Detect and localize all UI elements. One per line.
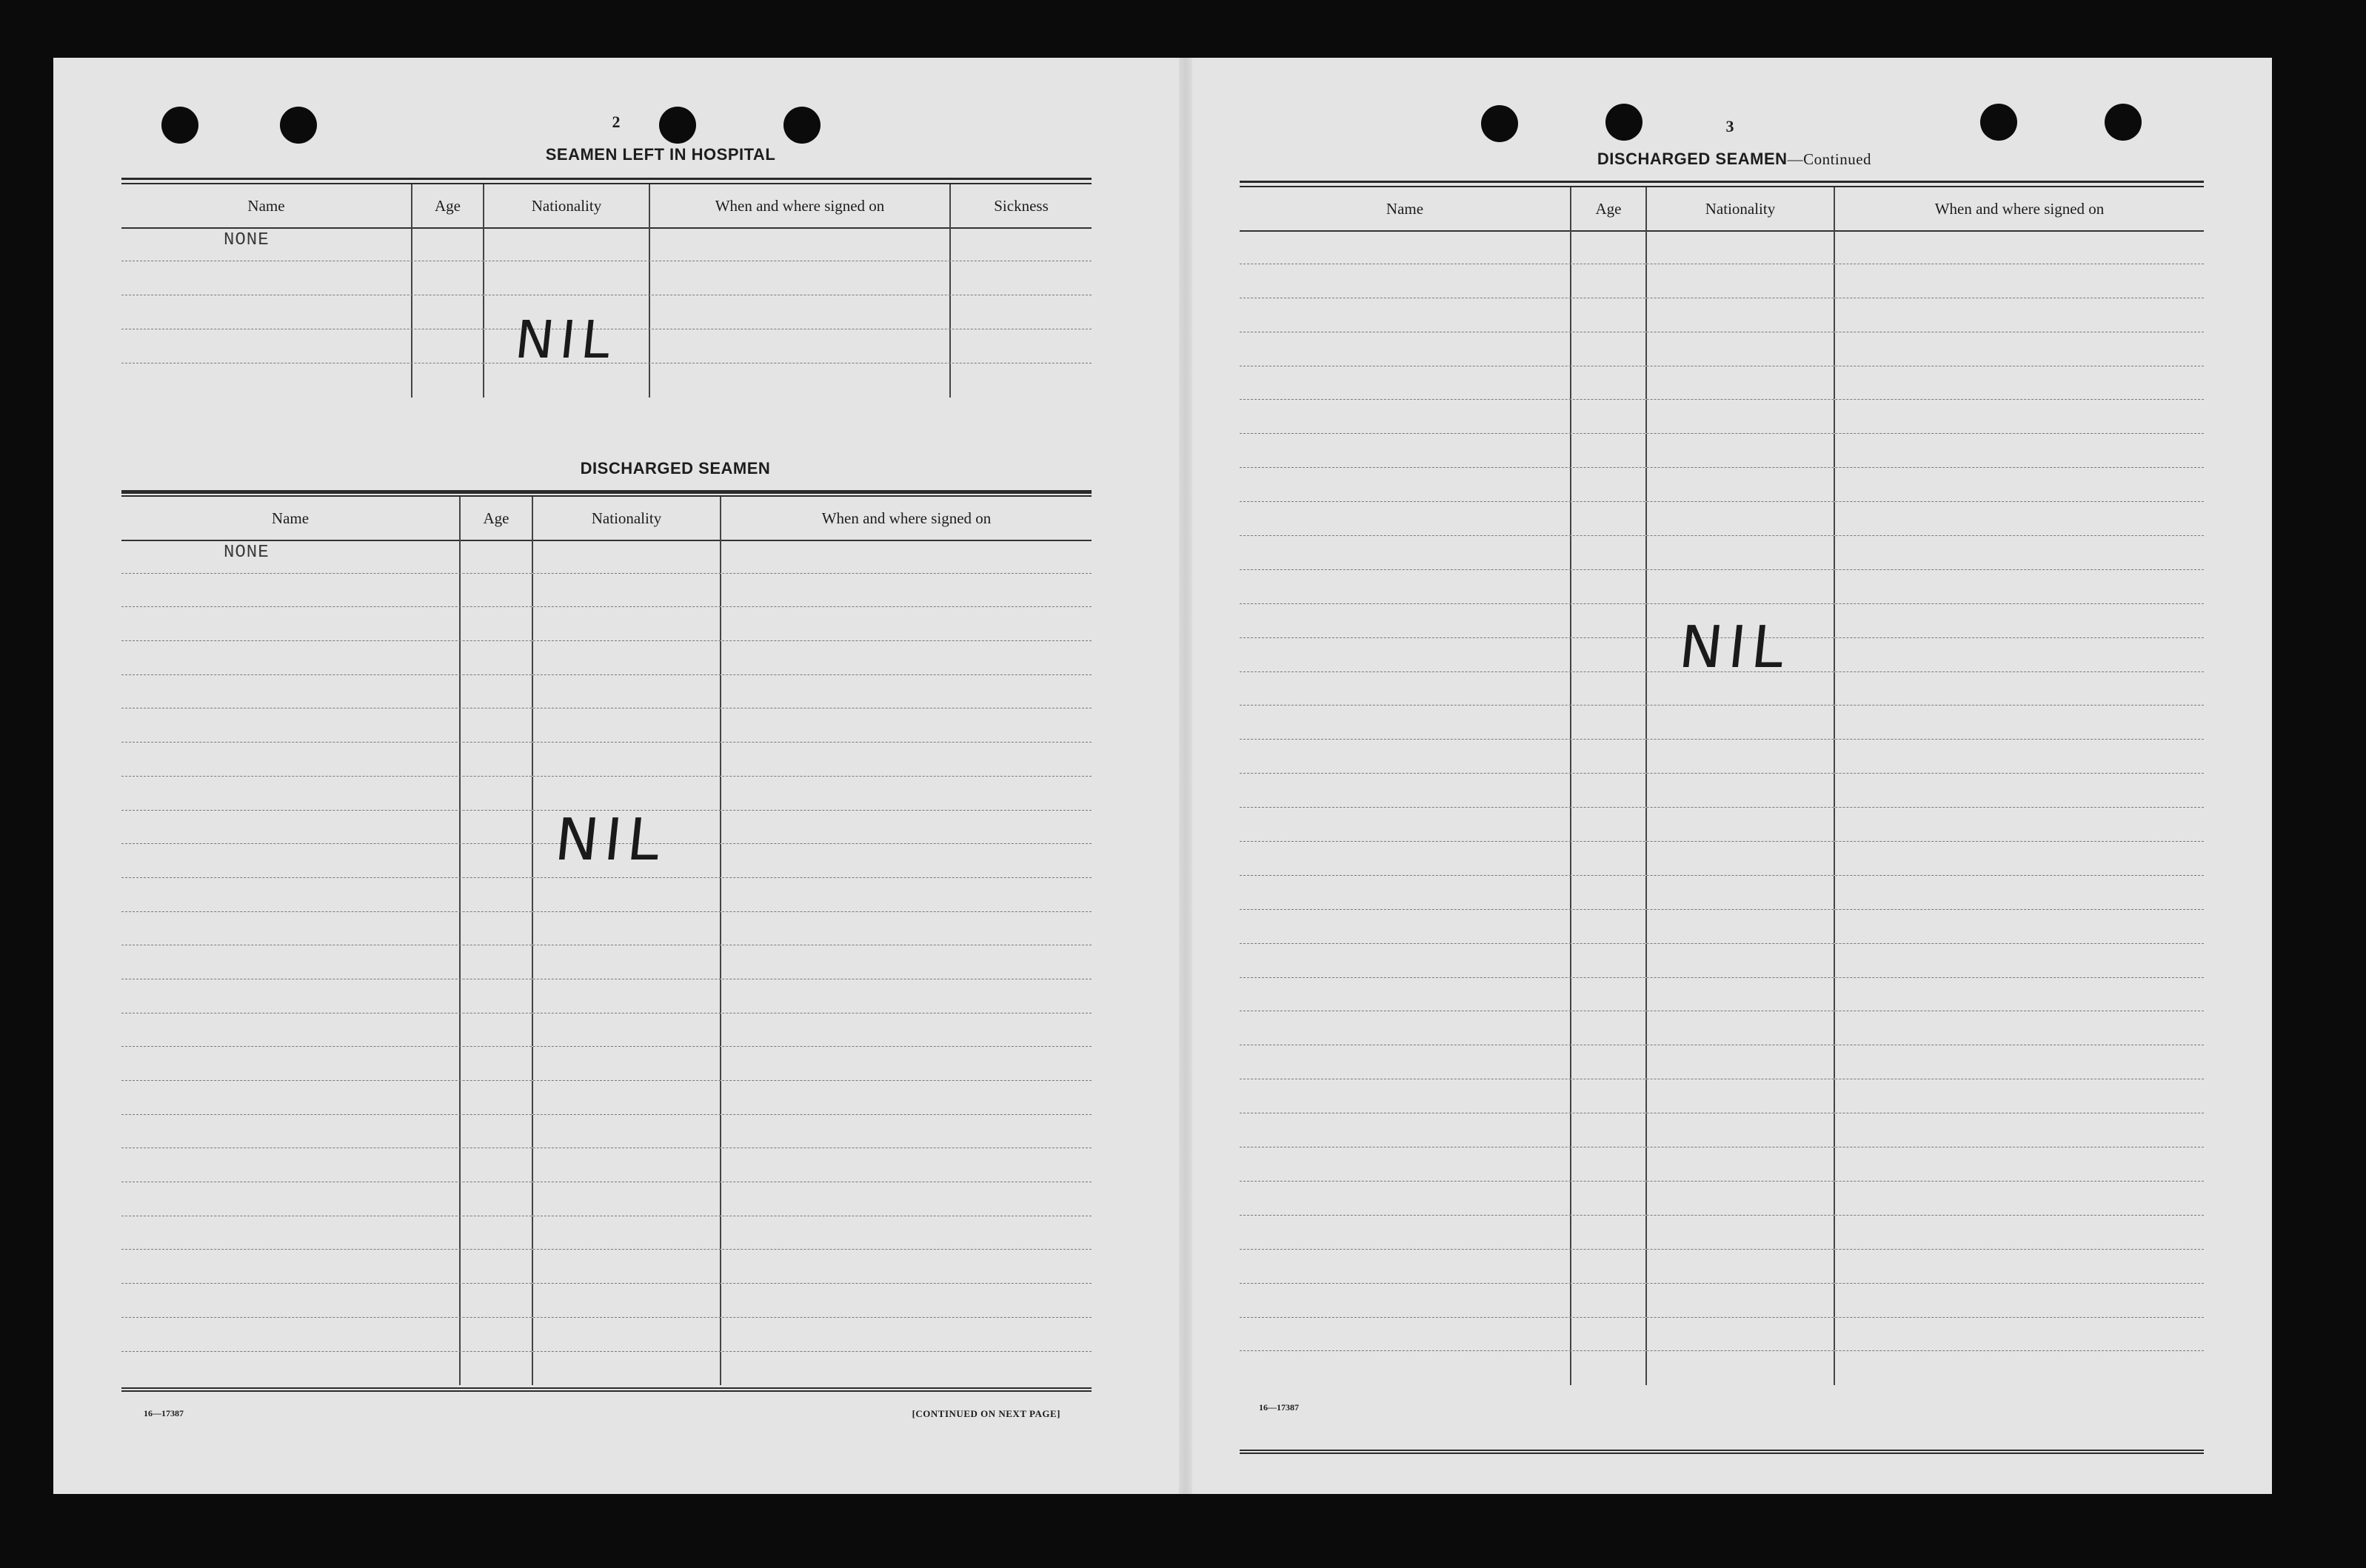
document-sheet — [53, 58, 2272, 1494]
handwritten-nil: NIL — [552, 807, 669, 874]
table-row — [1240, 366, 2204, 401]
form-number: 16—17387 — [1259, 1402, 1299, 1413]
table-row — [1240, 468, 2204, 502]
column-header-age: Age — [1571, 187, 1647, 230]
table-row — [1240, 1011, 2204, 1045]
table-row — [121, 1352, 1092, 1386]
table-row — [1240, 230, 2204, 264]
column-header-nationality: Nationality — [1647, 187, 1835, 230]
table-row — [121, 1216, 1092, 1250]
page-number: 2 — [612, 113, 621, 131]
table-row — [1240, 400, 2204, 434]
column-header-signed-on: When and where signed on — [650, 184, 951, 227]
entry-name: NONE — [224, 230, 270, 250]
punch-hole — [783, 107, 821, 144]
table-row — [1240, 978, 2204, 1012]
hospital-table-header — [121, 184, 1092, 229]
table-row — [121, 878, 1092, 912]
handwritten-nil: NIL — [512, 309, 620, 370]
table-row — [1240, 1045, 2204, 1079]
form-number: 16—17387 — [144, 1408, 184, 1418]
table-row — [1240, 298, 2204, 332]
table-row — [121, 708, 1092, 743]
column-header-age: Age — [461, 497, 533, 540]
table-row — [1240, 434, 2204, 468]
section-title-discharged-continued — [1446, 150, 2023, 169]
punch-hole — [280, 107, 317, 144]
table-row — [1240, 1182, 2204, 1216]
discharged-continued-table — [1240, 181, 2204, 1402]
table-row — [1240, 1250, 2204, 1284]
page-number: 3 — [1725, 117, 1734, 135]
table-row — [121, 1081, 1092, 1115]
table-row — [121, 1182, 1092, 1216]
table-row — [121, 675, 1092, 709]
table-row — [1240, 502, 2204, 536]
table-row — [1240, 808, 2204, 842]
column-header-sickness: Sickness — [994, 196, 1049, 215]
table-row — [1240, 774, 2204, 808]
punch-hole — [1481, 105, 1518, 142]
table-row — [1240, 1079, 2204, 1113]
punch-hole — [1605, 104, 1643, 141]
table-row — [121, 945, 1092, 979]
discharged-table — [121, 490, 1092, 1401]
table-row — [1240, 876, 2204, 910]
table-row — [121, 540, 1092, 574]
continued-note: [CONTINUED ON NEXT PAGE] — [912, 1408, 1060, 1419]
entry-name: NONE — [224, 543, 270, 563]
table-row — [121, 1047, 1092, 1081]
section-title-hospital: SEAMEN LEFT IN HOSPITAL — [545, 145, 776, 164]
punch-hole — [2105, 104, 2142, 141]
table-row — [121, 1013, 1092, 1048]
table-row — [121, 1250, 1092, 1284]
table-row — [1240, 1284, 2204, 1318]
table-row — [121, 641, 1092, 675]
column-header-name: Name — [121, 497, 461, 540]
table-row — [121, 1148, 1092, 1182]
table-row — [1240, 1216, 2204, 1250]
column-header-nationality: Nationality — [533, 497, 721, 540]
table-row — [1240, 570, 2204, 604]
table-row — [1240, 944, 2204, 978]
table-row — [121, 912, 1092, 946]
table-row — [121, 1115, 1092, 1149]
table-row — [1240, 740, 2204, 774]
punch-hole — [1980, 104, 2017, 141]
table-row — [1240, 910, 2204, 944]
table-row — [121, 607, 1092, 641]
discharged-continued-header — [1240, 187, 2204, 232]
table-row — [121, 227, 1092, 261]
table-row — [1240, 1113, 2204, 1147]
punch-hole — [659, 107, 696, 144]
table-row — [1240, 1318, 2204, 1352]
table-row — [121, 777, 1092, 811]
table-row — [121, 743, 1092, 777]
table-row — [1240, 706, 2204, 740]
column-header-signed-on: When and where signed on — [1934, 199, 2105, 218]
table-row — [1240, 842, 2204, 876]
handwritten-nil: NIL — [1676, 614, 1794, 681]
section-title-discharged: DISCHARGED SEAMEN — [580, 459, 771, 478]
table-row — [1240, 536, 2204, 570]
column-header-name: Name — [1240, 187, 1571, 230]
table-row — [121, 574, 1092, 608]
column-header-signed-on: When and where signed on — [821, 509, 992, 527]
table-row — [1240, 332, 2204, 366]
punch-hole — [161, 107, 198, 144]
column-header-nationality: Nationality — [484, 184, 650, 227]
table-row — [121, 261, 1092, 295]
discharged-table-header — [121, 497, 1092, 541]
table-row — [1240, 264, 2204, 298]
table-row — [121, 979, 1092, 1013]
page-fold — [1179, 58, 1192, 1494]
title-main: DISCHARGED SEAMEN — [1597, 150, 1788, 168]
table-row — [1240, 1147, 2204, 1182]
table-row — [1240, 1351, 2204, 1385]
table-row — [121, 1284, 1092, 1318]
title-suffix: —Continued — [1787, 150, 1872, 168]
column-header-age: Age — [412, 184, 484, 227]
table-row — [121, 1318, 1092, 1352]
column-header-name: Name — [121, 184, 412, 227]
